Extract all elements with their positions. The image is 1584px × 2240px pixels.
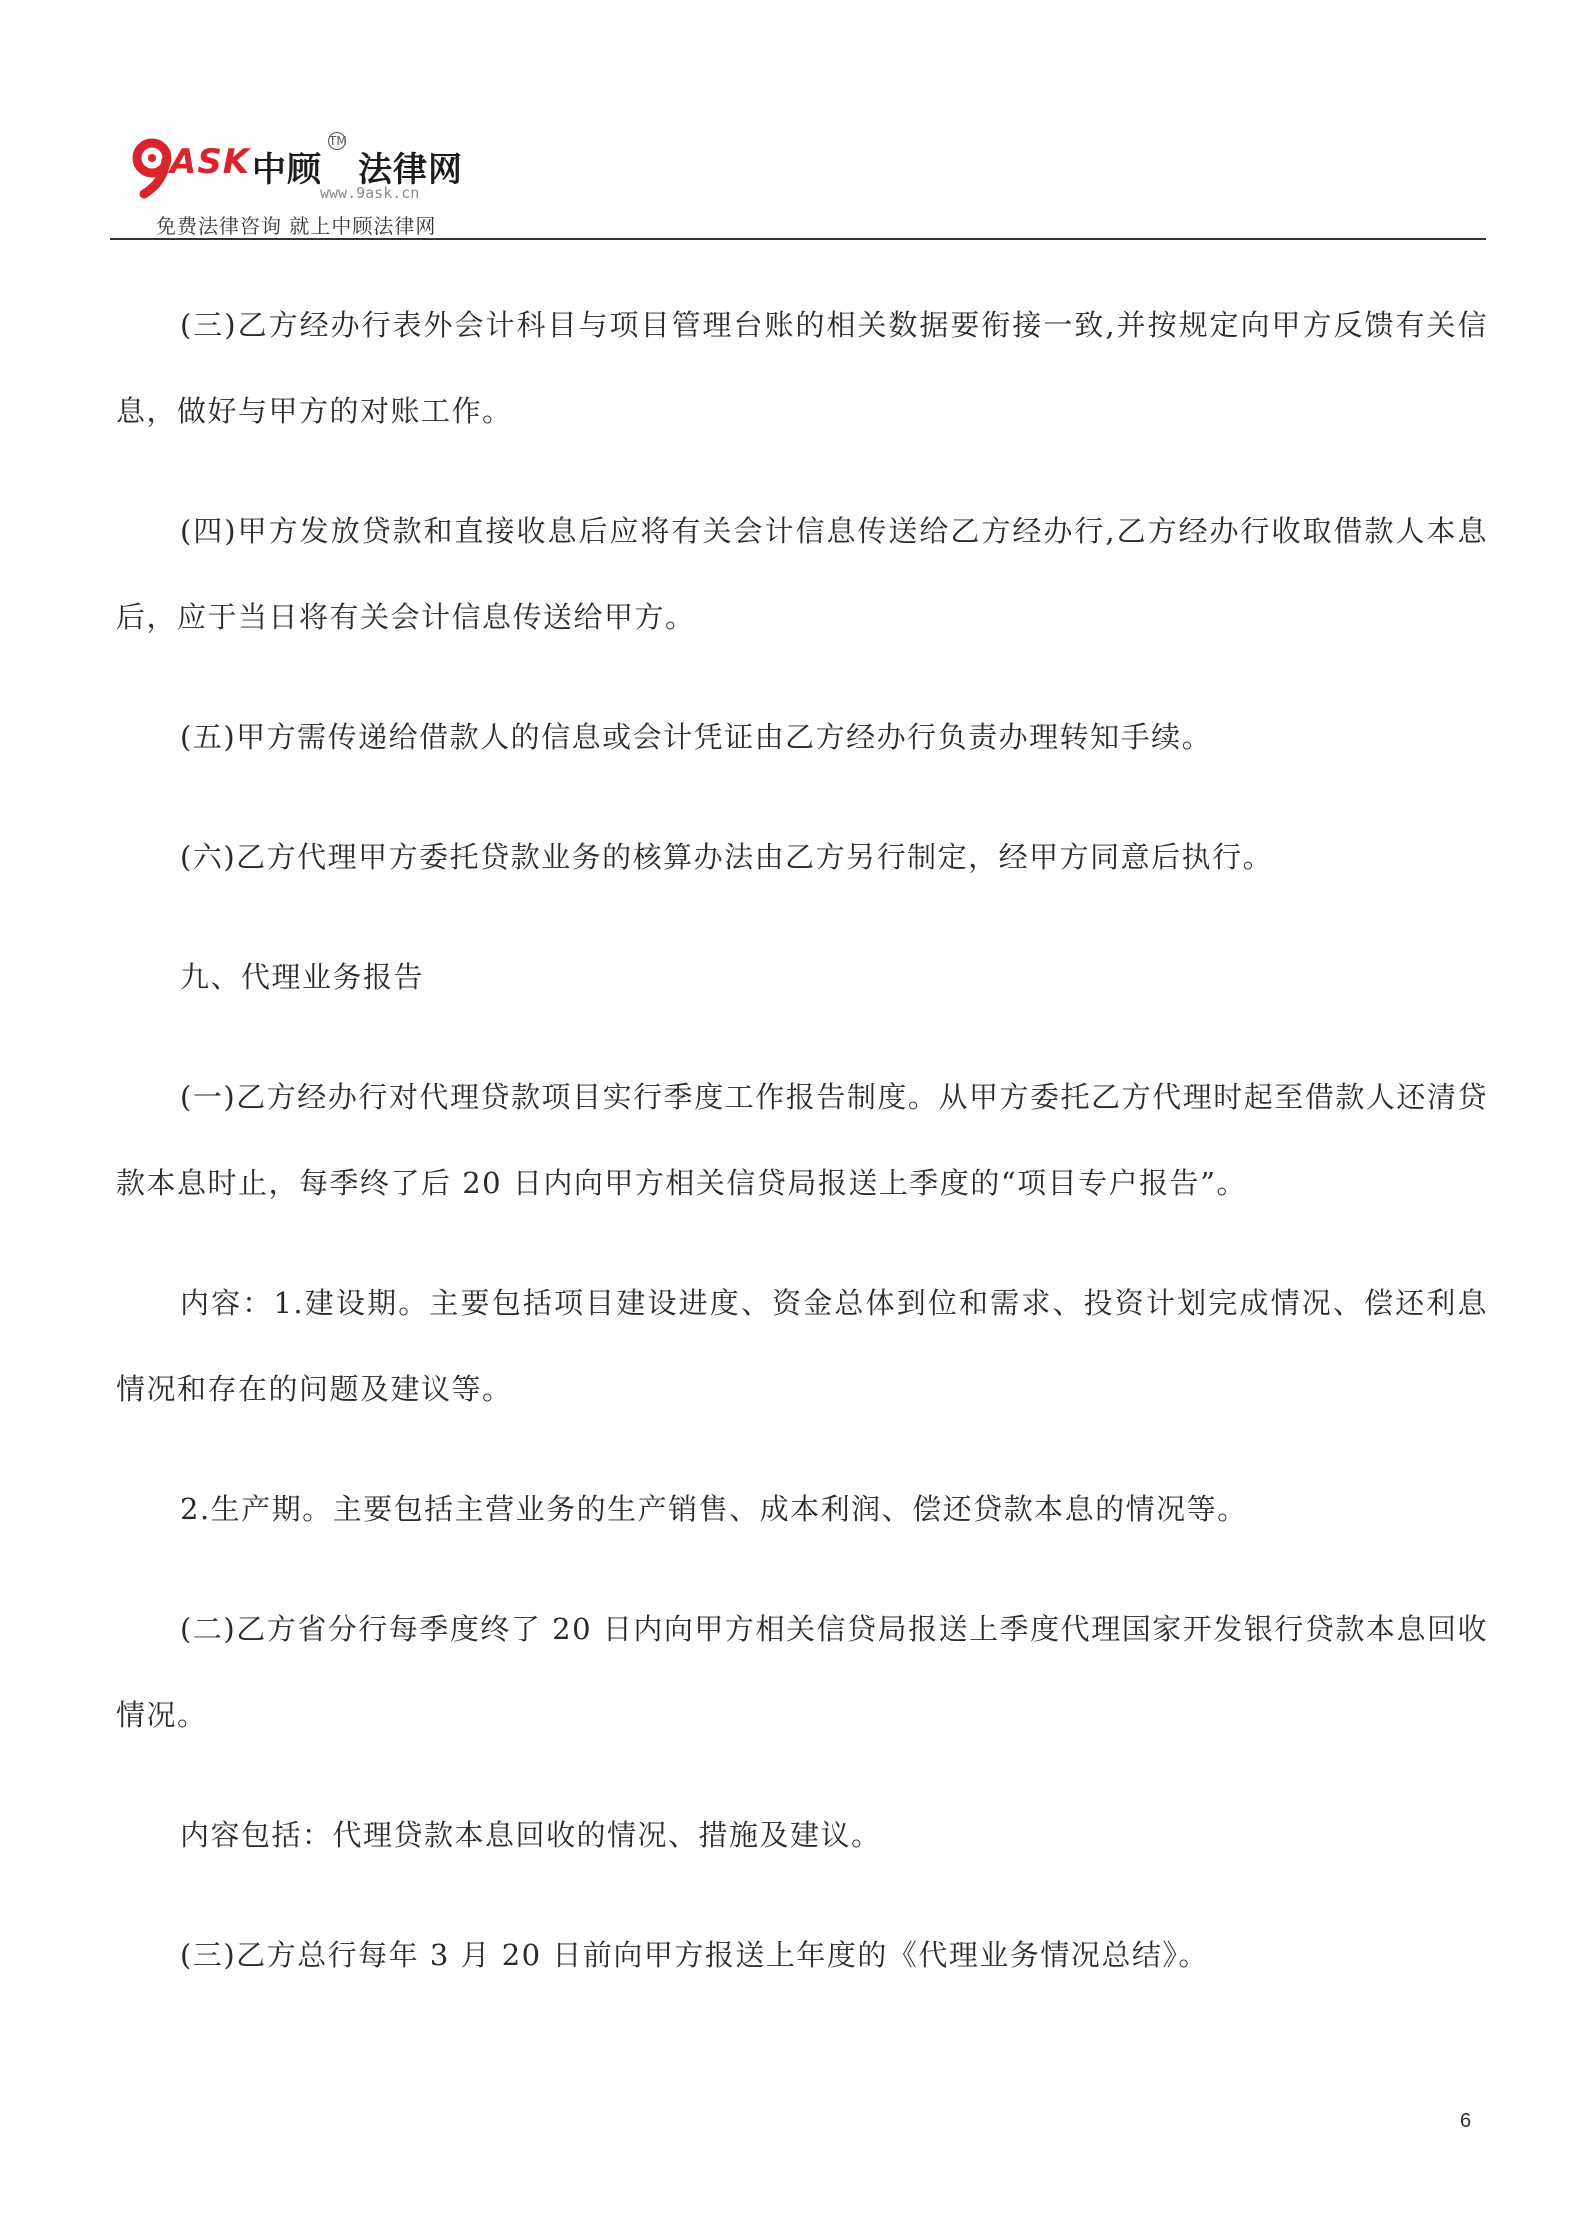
logo-brand: ASK xyxy=(170,142,251,182)
paragraph: (三)乙方总行每年 3 月 20 日前向甲方报送上年度的《代理业务情况总结》。 xyxy=(180,1938,1209,1972)
logo-nine-icon xyxy=(130,138,174,200)
section-heading: 九、代理业务报告 xyxy=(180,960,425,994)
paragraph: (三)乙方经办行表外会计科目与项目管理台账的相关数据要衔接一致,并按规定向甲方反馈有关信息，做好与甲方的对账工作。 xyxy=(116,308,1488,428)
logo-slogan: 免费法律咨询 就上中顾法律网 xyxy=(156,214,437,238)
logo-brand-cn: 中顾 xyxy=(252,150,322,190)
paragraph: (五)甲方需传递给借款人的信息或会计凭证由乙方经办行负责办理转知手续。 xyxy=(180,720,1213,754)
paragraph: 内容：1.建设期。主要包括项目建设进度、资金总体到位和需求、投资计划完成情况、偿还利息情况和存在的问题及建议等。 xyxy=(116,1286,1488,1406)
paragraph: (一)乙方经办行对代理贷款项目实行季度工作报告制度。从甲方委托乙方代理时起至借款人还清贷款本息时止，每季终了后 20 日内向甲方相关信贷局报送上季度的“项目专户报告”。 xyxy=(116,1080,1488,1200)
logo-trademark: TM xyxy=(329,134,347,148)
paragraph: 2.生产期。主要包括主营业务的生产销售、成本利润、偿还贷款本息的情况等。 xyxy=(180,1492,1248,1526)
paragraph: 内容包括：代理贷款本息回收的情况、措施及建议。 xyxy=(180,1818,882,1852)
page-header xyxy=(110,118,1486,238)
site-logo[interactable] xyxy=(130,128,470,238)
paragraph: (二)乙方省分行每季度终了 20 日内向甲方相关信贷局报送上季度代理国家开发银行贷款本息回收情况。 xyxy=(116,1612,1488,1732)
logo-url: www.9ask.cn xyxy=(320,184,420,202)
logo-brand-law: 法律网 xyxy=(358,150,463,190)
header-divider xyxy=(110,238,1486,240)
paragraph: (四)甲方发放贷款和直接收息后应将有关会计信息传送给乙方经办行,乙方经办行收取借款人本息后，应于当日将有关会计信息传送给甲方。 xyxy=(116,514,1488,634)
paragraph: (六)乙方代理甲方委托贷款业务的核算办法由乙方另行制定，经甲方同意后执行。 xyxy=(180,840,1274,874)
document-body xyxy=(116,282,1488,2032)
page-number: 6 xyxy=(1460,2110,1472,2132)
